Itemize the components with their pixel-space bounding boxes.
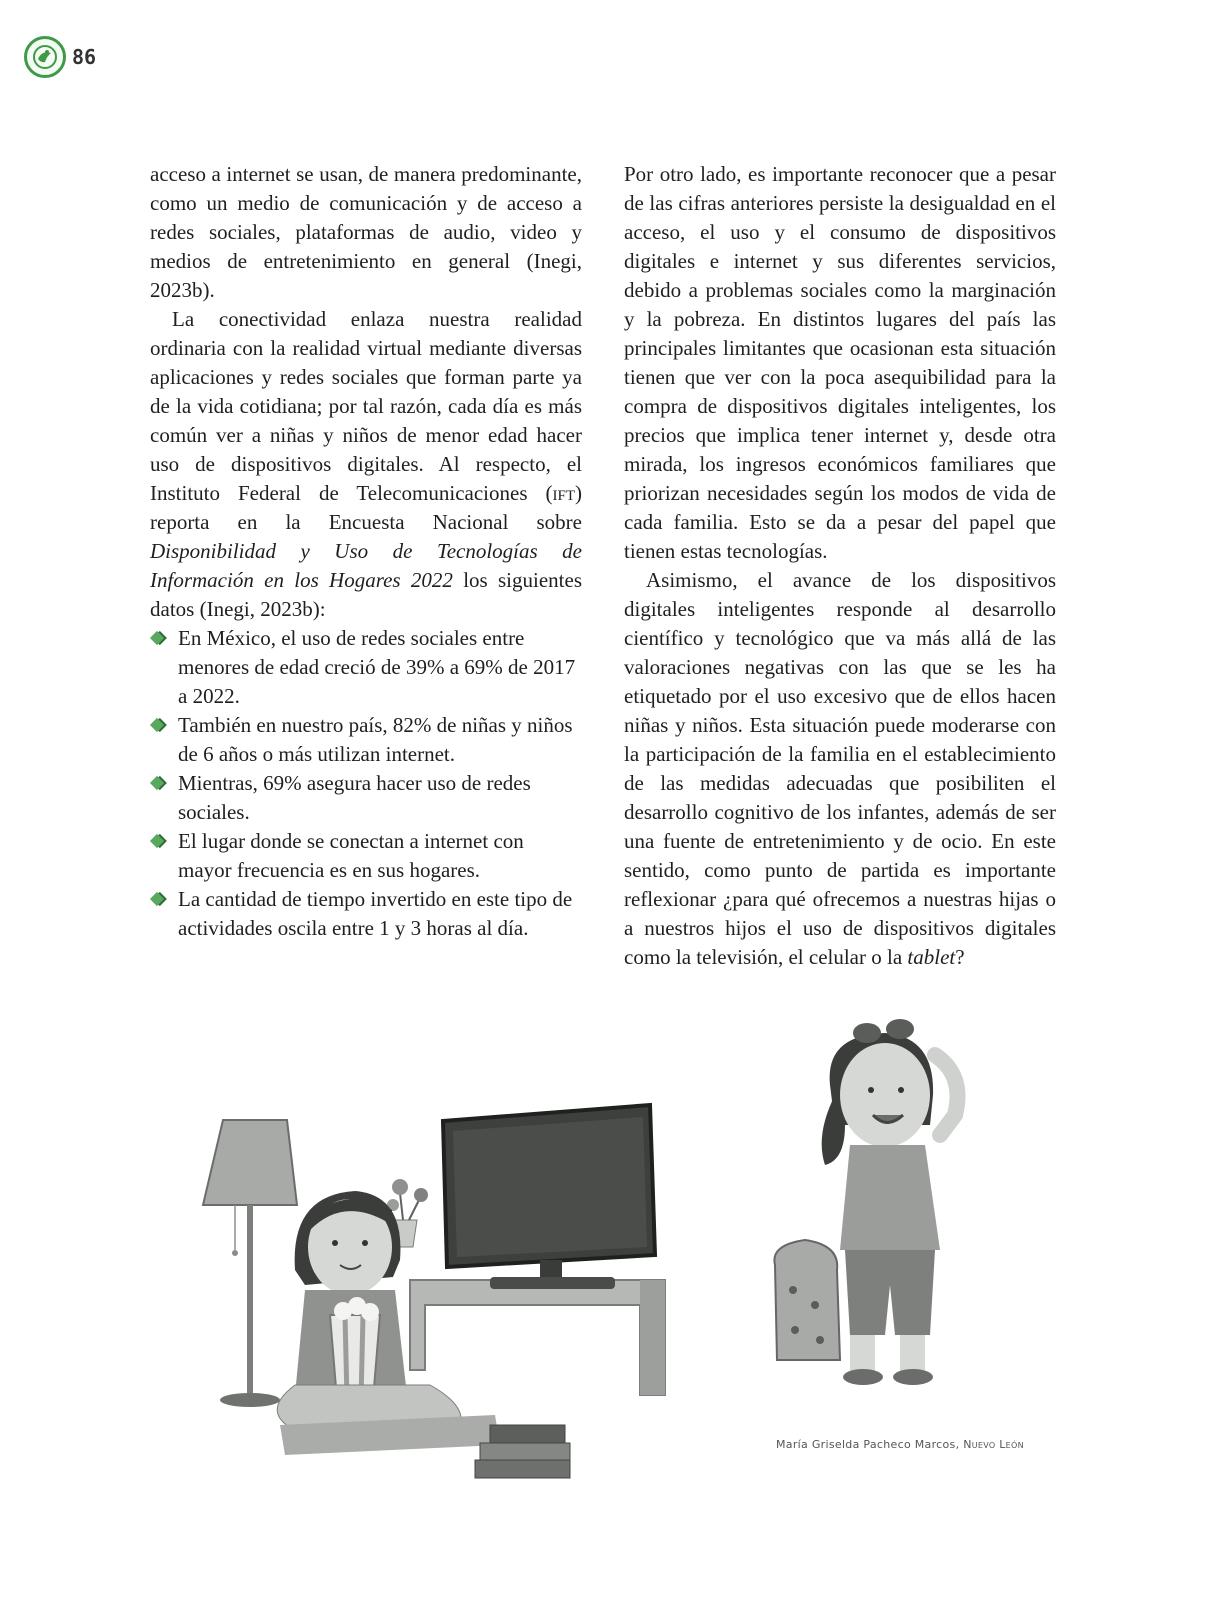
- list-item: [150, 711, 582, 769]
- paragraph-text: La conectividad enlaza nuestra realidad ordinaria con la realidad virtual mediante diversas aplicaciones y redes sociales que forman parte ya de la vida cotidiana; por tal razón, cada día es más común ver a niñas y niños de menor edad hacer uso de dispositivos digitales. Al respecto, el Instituto Federal de Telecomunicaciones (: [150, 307, 582, 505]
- list-item-text: También en nuestro país, 82% de niñas y niños de 6 años o más utilizan internet.: [178, 713, 573, 766]
- girl-with-backpack-icon: [774, 1019, 957, 1385]
- illustration-credit: [776, 1438, 1024, 1451]
- list-item-text: La cantidad de tiempo invertido en este tipo de actividades oscila entre 1 y 3 horas al día.: [178, 887, 573, 940]
- paragraph: [150, 305, 582, 624]
- right-column: [624, 160, 1056, 972]
- abbreviation: ift: [552, 481, 575, 505]
- television-icon: [443, 1105, 655, 1289]
- paragraph-text: Asimismo, el avance de los dispositivos digitales inteligentes responde al desarrollo científico y tecnológico que va más allá de las valoraciones negativas con las que se les ha etiquetado por el uso excesivo que de ellos hacen niñas y niños. Esta situación puede moderarse con la participación de la familia en el establecimiento de las medidas adecuadas que posibiliten el desarrollo cognitivo de los infantes, además de ser una fuente de entretenimiento y de ocio. En este sentido, como punto de partida es importante reflexionar ¿para qué ofrecemos a nuestras hijas o a nuestros hijos el uso de dispositivos digitales como la televisión, el celular o la: [624, 568, 1056, 969]
- diamond-bullet-icon: [150, 718, 164, 732]
- list-item-text: En México, el uso de redes sociales entre menores de edad creció de 39% a 69% de 2017 a 2022.: [178, 626, 576, 708]
- left-column: [150, 160, 582, 943]
- italic-term: tablet: [907, 945, 956, 969]
- statistics-list: [150, 624, 582, 943]
- diamond-bullet-icon: [150, 631, 164, 645]
- paragraph-text: ?: [955, 945, 965, 969]
- list-item: [150, 769, 582, 827]
- list-item-text: Mientras, 69% asegura hacer uso de redes sociales.: [178, 771, 531, 824]
- list-item-text: El lugar donde se conectan a internet con mayor frecuencia es en sus hogares.: [178, 829, 524, 882]
- credit-place: Nuevo León: [963, 1438, 1024, 1451]
- list-item: [150, 827, 582, 885]
- floor-lamp-icon: [203, 1120, 297, 1407]
- tv-stand-icon: [410, 1280, 665, 1395]
- credit-author: María Griselda Pacheco Marcos,: [776, 1438, 964, 1451]
- page-header: [24, 36, 96, 78]
- paragraph: acceso a internet se usan, de manera predominante, como un medio de comunicación y de acceso a redes sociales, plataformas de audio, video y medios de entretenimiento en general (Inegi, 2023b).: [150, 162, 582, 302]
- paragraph-text: los siguientes datos (Inegi, 2023b):: [150, 568, 583, 621]
- survey-title: Disponibilidad y Uso de Tecnologías de Información en los Hogares 2022: [150, 539, 582, 592]
- paragraph: Por otro lado, es importante reconocer que a pesar de las cifras anteriores persiste la desigualdad en el acceso, el uso y el consumo de dispositivos digitales e internet y sus diferentes servicios, debido a problemas sociales como la marginación y la pobreza. En distintos lugares del país las principales limitantes que ocasionan esta situación tienen que ver con la poca asequibilidad para la compra de dispositivos digitales inteligentes, los precios que implica tener internet y, desde otra mirada, los ingresos económicos familiares que priorizan necesidades según los modos de vida de cada familia. Esto se da a pesar del papel que tienen estas tecnologías.: [624, 162, 1056, 563]
- circular-green-seal-icon: [24, 36, 66, 78]
- list-item: [150, 624, 582, 711]
- diamond-bullet-icon: [150, 834, 164, 848]
- list-item: [150, 885, 582, 943]
- paragraph: [624, 566, 1056, 972]
- diamond-bullet-icon: [150, 776, 164, 790]
- paragraph-text: ) reporta en la Encuesta Nacional sobre: [150, 481, 582, 534]
- diamond-bullet-icon: [150, 892, 164, 906]
- page-number: 86: [72, 45, 97, 69]
